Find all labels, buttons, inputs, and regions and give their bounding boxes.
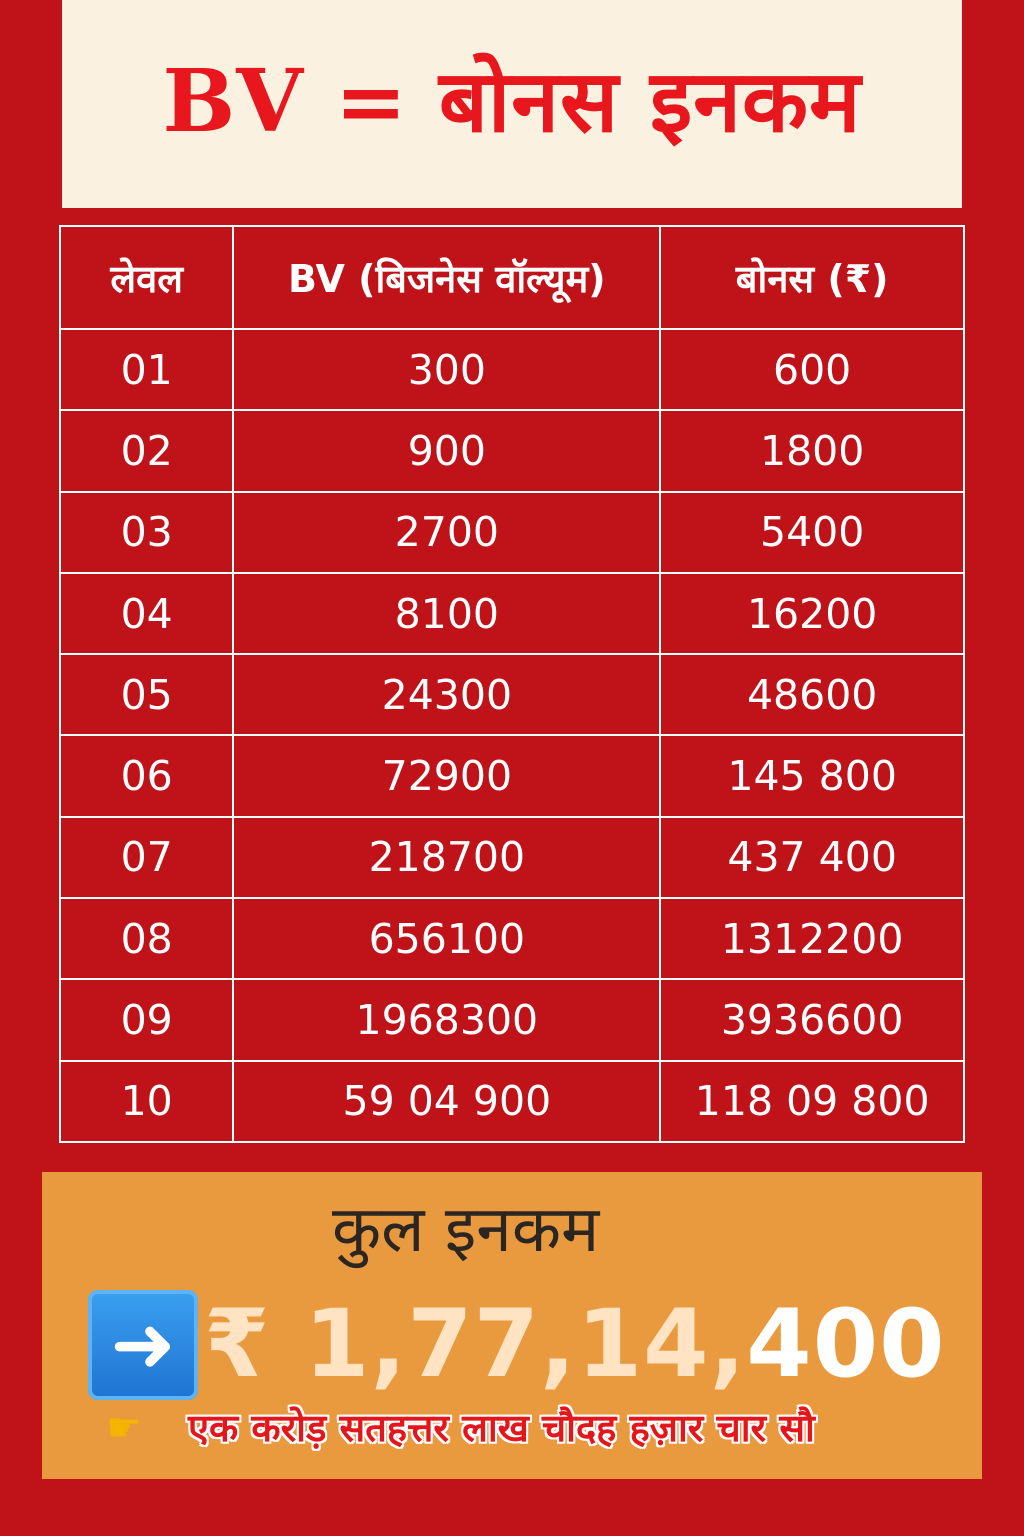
cell-bonus: 600 [660, 329, 964, 410]
cell-bv: 656100 [233, 898, 660, 979]
cell-level: 06 [60, 735, 233, 816]
total-in-words: एक करोड़ सतहत्तर लाख चौदह हज़ार चार सौ [188, 1406, 815, 1450]
total-amount-prefix: ₹ 1,77,14, [204, 1290, 747, 1399]
cell-bv: 300 [233, 329, 660, 410]
cell-bv: 59 04 900 [233, 1061, 660, 1142]
bonus-table [59, 225, 965, 1143]
header-level: लेवल [60, 226, 233, 329]
cell-bonus: 1800 [660, 410, 964, 491]
table-row [60, 735, 964, 816]
header-bonus: बोनस (₹) [660, 226, 964, 329]
cell-bv: 24300 [233, 654, 660, 735]
table-row [60, 817, 964, 898]
cell-bonus: 145 800 [660, 735, 964, 816]
cell-level: 08 [60, 898, 233, 979]
total-income-panel [42, 1172, 982, 1479]
pointing-hand-icon: ☛ [106, 1405, 142, 1451]
page-title: BV = बोनस इनकम [162, 51, 862, 152]
table-row [60, 410, 964, 491]
cell-bv: 2700 [233, 492, 660, 573]
header-bv: BV (बिजनेस वॉल्यूम) [233, 226, 660, 329]
cell-bonus: 48600 [660, 654, 964, 735]
table-row [60, 654, 964, 735]
total-amount [204, 1288, 946, 1402]
cell-level: 05 [60, 654, 233, 735]
table-row [60, 573, 964, 654]
cell-bonus: 3936600 [660, 979, 964, 1060]
cell-bv: 218700 [233, 817, 660, 898]
cell-level: 10 [60, 1061, 233, 1142]
cell-bonus: 5400 [660, 492, 964, 573]
table-row [60, 898, 964, 979]
table-header-row [60, 226, 964, 329]
table-row [60, 1061, 964, 1142]
cell-level: 09 [60, 979, 233, 1060]
cell-bonus: 1312200 [660, 898, 964, 979]
table-row [60, 492, 964, 573]
cell-level: 04 [60, 573, 233, 654]
cell-bonus: 118 09 800 [660, 1061, 964, 1142]
cell-bonus: 16200 [660, 573, 964, 654]
cell-level: 01 [60, 329, 233, 410]
total-income-label: कुल इनकम [332, 1193, 600, 1267]
title-panel [62, 0, 962, 208]
cell-level: 03 [60, 492, 233, 573]
cell-level: 02 [60, 410, 233, 491]
table-row [60, 329, 964, 410]
cell-bv: 8100 [233, 573, 660, 654]
total-amount-suffix: 400 [746, 1290, 946, 1399]
cell-level: 07 [60, 817, 233, 898]
cell-bv: 900 [233, 410, 660, 491]
cell-bv: 72900 [233, 735, 660, 816]
cell-bonus: 437 400 [660, 817, 964, 898]
table-row [60, 979, 964, 1060]
right-arrow-icon: ➜ [88, 1290, 198, 1400]
cell-bv: 1968300 [233, 979, 660, 1060]
